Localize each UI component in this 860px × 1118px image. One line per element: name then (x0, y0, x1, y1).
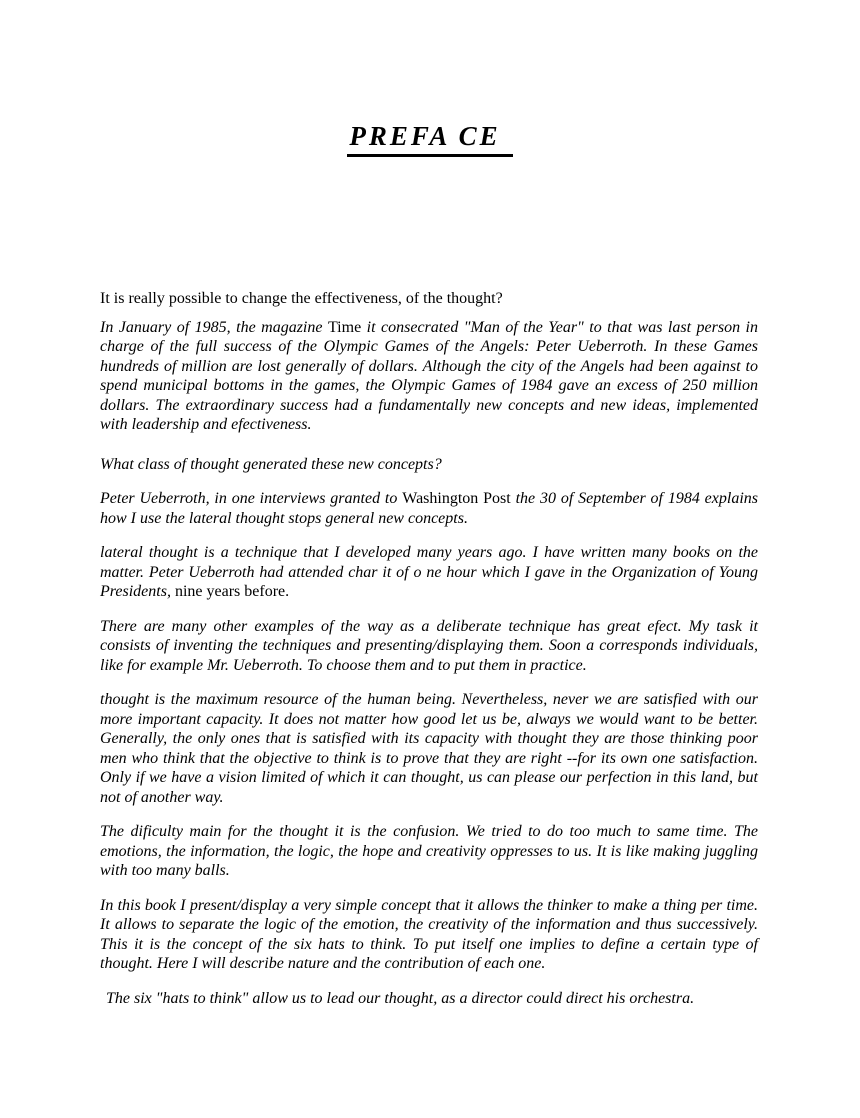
text-run: It is really possible to change the effectiveness, of the thought? (100, 290, 503, 308)
paragraph (100, 690, 758, 807)
text-run: In January of 1985, the magazine (100, 318, 328, 336)
paragraph (100, 617, 758, 676)
paragraph (100, 896, 758, 974)
paragraph (100, 318, 758, 435)
text-run: the 30 of September of 1984 explains how I use the lateral thought stops general new concepts. (100, 490, 759, 527)
paragraph (100, 489, 758, 528)
paragraph (100, 289, 758, 309)
text-run: Time (327, 318, 362, 336)
text-run: What class of thought generated these new concepts? (100, 455, 442, 473)
paragraph (100, 822, 758, 881)
paragraph (100, 455, 758, 475)
text-run: In this book I present/display a very simple concept that it allows the thinker to make a thing per time. It allows to separate the logic of the emotion, the creativity of the information and thus successively. This it is the concept of the six hats to think. To put itself one implies to define a certain type of thought. Here I will describe nature and the contribution of each one. (100, 896, 758, 973)
page-title: PREFA CE (347, 121, 512, 157)
text-run: Peter Ueberroth, in one interviews granted to (100, 490, 403, 508)
text-run: lateral thought is a technique that I developed many years ago. I have written many books on the matter. Peter Ueberroth had attended char it of o ne hour which I gave in the Organization of Young Presidents, (100, 544, 758, 601)
text-run: nine years before. (174, 583, 290, 601)
text-run: Washington Post (402, 490, 511, 508)
document-body (100, 289, 758, 1008)
text-run: The dificulty main for the thought it is the confusion. We tried to do too much to same time. The emotions, the information, the logic, the hope and creativity oppresses to us. It is like making juggling with too many balls. (100, 823, 758, 880)
paragraph (100, 543, 758, 602)
text-run: There are many other examples of the way as a deliberate technique has great efect. My task it consists of inventing the techniques and presenting/displaying them. Soon a corresponds individuals, like for example Mr. Ueberroth. To choose them and to put them in practice. (100, 617, 758, 674)
paragraph (100, 989, 758, 1009)
text-run: thought is the maximum resource of the human being. Nevertheless, never we are satisfied with our more important capacity. It does not matter how good let us be, always we would want to be better. Generally, the only ones that is satisfied with its capacity with thought they are those thinking poor men who think that the objective to think is to prove that they are right --for its own one satisfaction. Only if we have a vision limited of which it can thought, us can please our perfection in this land, but not of another way. (100, 691, 758, 806)
title-container (0, 0, 860, 157)
text-run: The six "hats to think" allow us to lead our thought, as a director could direct his orchestra. (106, 989, 695, 1007)
text-run: it consecrated "Man of the Year" to that was last person in charge of the full success of the Olympic Games of the Angels: Peter Ueberroth. In these Games hundreds of million are lost generally of dollars. Although the city of the Angels had been against to spend municipal bottoms in the games, the Olympic Games of 1984 gave an excess of 250 million dollars. The extraordinary success had a fundamentally new concepts and new ideas, implemented with leadership and efectiveness. (100, 318, 759, 434)
